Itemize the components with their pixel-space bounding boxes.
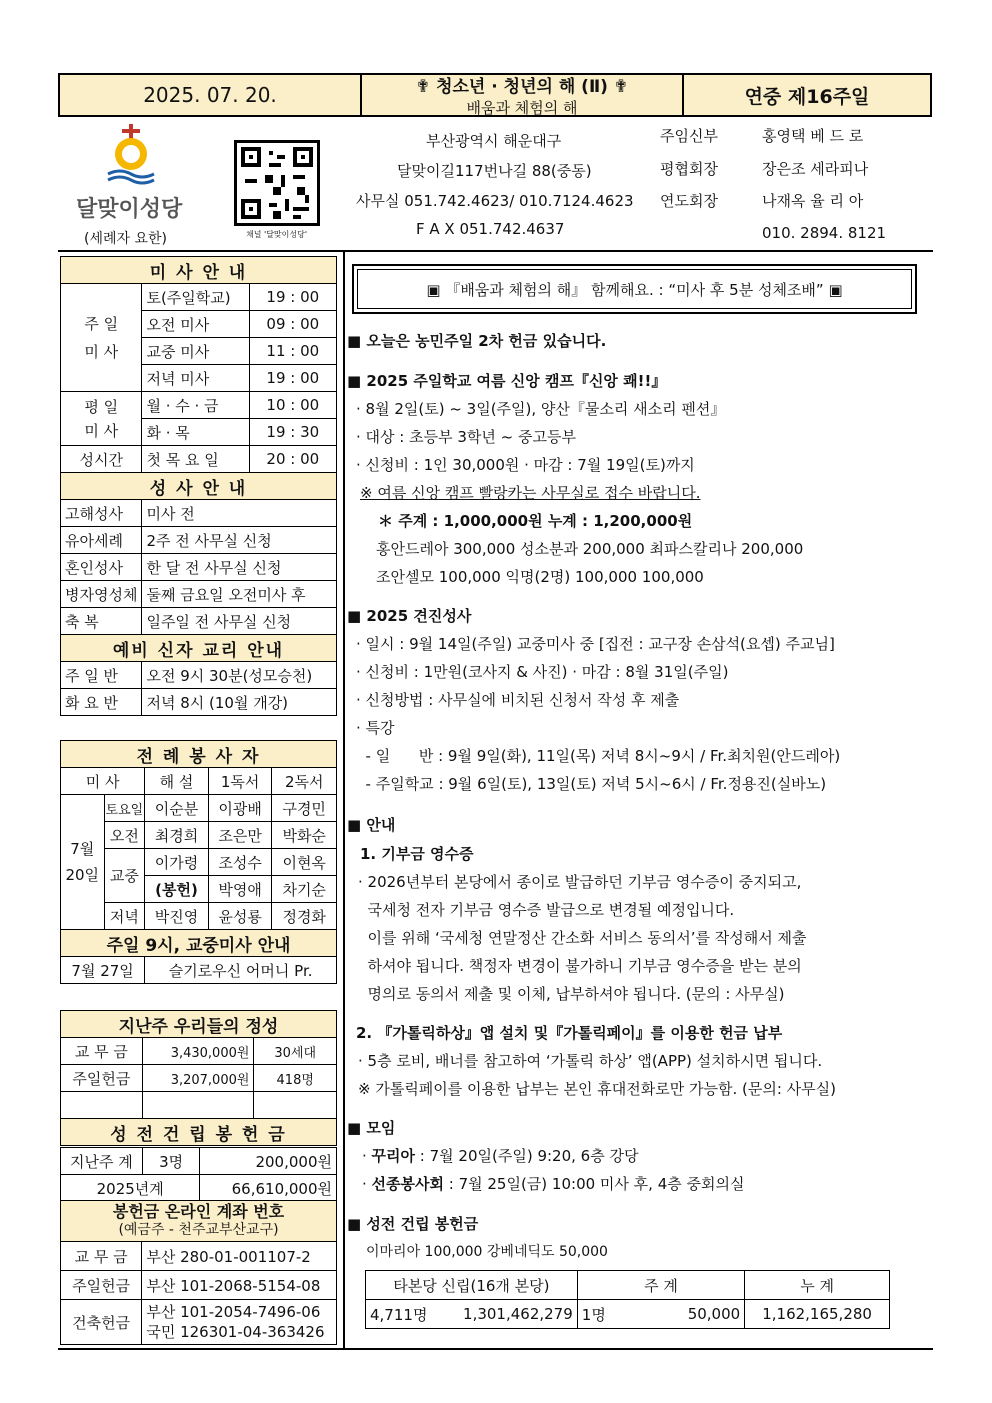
offering-table — [60, 1010, 337, 1146]
meeting-title: ■ 모임 — [347, 1117, 395, 1138]
mass9-date: 7월 27일 — [61, 957, 145, 984]
staff-role: 주임신부 — [660, 127, 718, 145]
liturgy-minister: 박진영 — [145, 903, 209, 930]
liturgy-minister: 윤성룡 — [208, 903, 272, 930]
confirm-title: ■ 2025 견진성사 — [347, 605, 471, 626]
building-table — [60, 1147, 337, 1202]
bldg-donors: 이마리아 100,000 강베네딕도 50,000 — [366, 1244, 608, 1260]
bldg-table — [365, 1270, 890, 1329]
parish-name: 달맞이성당 — [76, 197, 183, 222]
account-type: 교 무 금 — [61, 1242, 142, 1271]
liturgy-title: 전 례 봉 사 자 — [61, 741, 337, 768]
liturgy-mass: 저녁 — [104, 903, 145, 930]
bldg-header: 주 계 — [577, 1271, 744, 1300]
mass-time: 10 : 00 — [249, 392, 336, 419]
camp-donors: 홍안드레아 300,000 성소분과 200,000 최파스칼리나 200,000 — [376, 540, 804, 558]
meeting-detail: : 7월 20일(주일) 9:20, 6층 강당 — [415, 1147, 639, 1165]
liturgy-minister: 구경민 — [272, 795, 337, 822]
meeting-item: · 꾸리아 : 7월 20일(주일) 9:20, 6층 강당 — [362, 1147, 639, 1165]
building-year-amount: 66,610,000원 — [200, 1175, 337, 1202]
liturgy-minister: 조성수 — [208, 849, 272, 876]
liturgy-minister: 박화순 — [272, 822, 337, 849]
sacrament-info: 일주일 전 사무실 신청 — [142, 608, 337, 635]
receipt-line: 국세청 전자 기부금 영수증 발급으로 변경될 예정입니다. — [358, 901, 735, 919]
building-title: 성 전 건 립 봉 헌 금 — [61, 1119, 337, 1146]
address-line-1: 부산광역시 해운대구 — [426, 132, 562, 150]
account-number[interactable]: 부산 101-2068-5154-08 — [142, 1271, 337, 1300]
meeting-name: 선종봉사회 — [371, 1175, 444, 1193]
camp-note: ※ 여름 신앙 캠프 빨랑카는 사무실로 접수 바랍니다. — [360, 484, 701, 502]
mass-time: 11 : 00 — [249, 338, 336, 365]
app-title: 2. 『가톨릭하상』앱 설치 및『가톨릭페이』를 이용한 헌금 납부 — [356, 1024, 783, 1042]
meeting-name: 꾸리아 — [371, 1147, 416, 1165]
qr-icon — [237, 143, 317, 223]
farmers-notice: ■ 오늘은 농민주일 2차 헌금 있습니다. — [347, 330, 606, 351]
app-line: ※ 가톨릭페이를 이용한 납부는 본인 휴대전화로만 가능함. (문의: 사무실) — [358, 1080, 836, 1098]
mass-time: 20 : 00 — [249, 446, 336, 473]
banner-text: ▣ 『배움과 체험의 해』 함께해요. : “미사 후 5분 성체조배” ▣ — [357, 269, 912, 309]
liturgical-week: 연중 제16주일 — [744, 85, 870, 108]
bldg-header: 타본당 신립(16개 본당) — [366, 1271, 578, 1300]
catechism-time: 저녁 8시 (10월 개강) — [142, 689, 337, 716]
catechism-class: 화 요 반 — [61, 689, 142, 716]
sacrament-name: 혼인성사 — [61, 554, 142, 581]
mass-name: 저녁 미사 — [142, 365, 249, 392]
liturgy-minister: (봉헌) — [145, 876, 209, 903]
liturgy-mass: 토요일 — [104, 795, 145, 822]
offering-count: 418명 — [254, 1065, 337, 1092]
liturgy-minister: 최경희 — [145, 822, 209, 849]
sacrament-name: 유아세례 — [61, 527, 142, 554]
account-type: 건축헌금 — [61, 1300, 142, 1345]
receipt-line: 이를 위해 ‘국세청 연말정산 간소화 서비스 동의서’를 작성해서 제출 — [358, 929, 807, 947]
mass-name: 오전 미사 — [142, 311, 249, 338]
confirm-line: - 일 반 : 9월 9일(화), 11일(목) 저녁 8시~9시 / Fr.최치원(안드레아) — [356, 747, 841, 765]
app-line: · 5층 로비, 배너를 참고하여 ‘가톨릭 하상’ 앱(APP) 설치하시면 됩니다. — [358, 1052, 823, 1070]
weekday-mass-label: 평 일 미 사 — [61, 392, 142, 446]
confirm-line: · 일시 : 9월 14일(주일) 교중미사 중 [집전 : 교구장 손삼석(요셉) 주교님] — [356, 635, 835, 653]
mass-name: 토(주일학교) — [142, 284, 249, 311]
theme-subtitle: 배움과 체험의 해 — [466, 99, 578, 117]
bldg-week-amount: 50,000 — [627, 1300, 745, 1329]
liturgy-minister: 정경화 — [272, 903, 337, 930]
mass-title: 미 사 안 내 — [61, 257, 337, 284]
confirm-line: - 주일학교 : 9월 6일(토), 13일(토) 저녁 5시~6시 / Fr.정용진(실바노) — [356, 775, 827, 793]
building-week-label: 지난주 계 — [61, 1148, 143, 1175]
office-phone: 사무실 051.742.4623/ 010.7124.4623 — [356, 192, 634, 210]
sacrament-info: 한 달 전 사무실 신청 — [142, 554, 337, 581]
sacrament-name: 병자영성체 — [61, 581, 142, 608]
mass-name: 월 · 수 · 금 — [142, 392, 249, 419]
mass-name: 교중 미사 — [142, 338, 249, 365]
sacrament-info: 미사 전 — [142, 500, 337, 527]
liturgy-mass: 오전 — [104, 822, 145, 849]
header-bar — [58, 73, 932, 117]
account-number[interactable]: 부산 280-01-001107-2 — [142, 1242, 337, 1271]
mass-time: 19 : 00 — [249, 284, 336, 311]
catechism-class: 주 일 반 — [61, 662, 142, 689]
camp-title: ■ 2025 주일학교 여름 신앙 캠프『신앙 쾌!!』 — [347, 370, 666, 391]
account-type: 주일헌금 — [61, 1271, 142, 1300]
sacrament-name: 고해성사 — [61, 500, 142, 527]
sacrament-info: 둘째 금요일 오전미사 후 — [142, 581, 337, 608]
liturgy-minister: 박영애 — [208, 876, 272, 903]
bldg-title: ■ 성전 건립 봉헌금 — [347, 1213, 478, 1234]
mass9-group: 슬기로우신 어머니 Pr. — [145, 957, 337, 984]
guide-title: ■ 안내 — [347, 814, 395, 835]
fax-number: F A X 051.742.4637 — [416, 220, 565, 238]
meeting-detail: : 7월 25일(금) 10:00 미사 후, 4층 중회의실 — [444, 1175, 745, 1193]
camp-donors: 조안셀모 100,000 익명(2명) 100,000 100,000 — [376, 568, 704, 586]
qr-caption: 채널 '달맞이성당' — [246, 230, 308, 239]
staff-role: 연도회장 — [660, 192, 718, 210]
mass-table — [60, 256, 337, 716]
building-year-label: 2025년계 — [61, 1175, 200, 1202]
liturgy-minister: 이광배 — [208, 795, 272, 822]
mass-time: 19 : 00 — [249, 365, 336, 392]
catechism-time: 오전 9시 30분(성모승천) — [142, 662, 337, 689]
bldg-other-amount: 1,301,462,279 — [455, 1300, 577, 1329]
receipt-line: · 2026년부터 본당에서 종이로 발급하던 기부금 영수증이 중지되고, — [358, 873, 802, 891]
qr-code[interactable] — [234, 140, 320, 226]
staff-name: 홍영택 베 드 로 — [762, 127, 864, 145]
catechism-title: 예비 신자 교리 안내 — [61, 635, 337, 662]
offering-type: 주일헌금 — [61, 1065, 143, 1092]
bldg-total: 1,162,165,280 — [745, 1300, 890, 1329]
mass-name: 첫 목 요 일 — [142, 446, 249, 473]
camp-line: · 8월 2일(토) ~ 3일(주일), 양산『물소리 새소리 펜션』 — [356, 400, 726, 418]
building-week-amount: 200,000원 — [200, 1148, 337, 1175]
accounts-subtitle: (예금주 - 천주교부산교구) — [118, 1222, 279, 1238]
sacrament-name: 축 복 — [61, 608, 142, 635]
receipt-line: 하셔야 됩니다. 책정자 변경이 불가하니 기부금 영수증을 받는 분의 — [358, 957, 802, 975]
mass-time: 09 : 00 — [249, 311, 336, 338]
adoration-label: 성시간 — [61, 446, 142, 473]
offering-amount: 3,430,000원 — [142, 1038, 254, 1065]
building-week-count: 3명 — [142, 1148, 200, 1175]
liturgy-header: 2독서 — [272, 768, 337, 795]
accounts-title: 봉헌금 온라인 계좌 번호 — [112, 1202, 285, 1221]
bldg-header: 누 계 — [745, 1271, 890, 1300]
camp-line: · 대상 : 초등부 3학년 ~ 중고등부 — [356, 428, 576, 446]
liturgy-minister: 이현옥 — [272, 849, 337, 876]
theme-title: ✟ 청소년 · 청년의 해 (Ⅱ) ✟ — [415, 77, 629, 97]
liturgy-mass: 교중 — [104, 849, 145, 903]
receipt-title: 1. 기부금 영수증 — [360, 845, 474, 863]
liturgy-minister: 이순분 — [145, 795, 209, 822]
banner-box — [352, 264, 917, 314]
offering-count: 30세대 — [254, 1038, 337, 1065]
offering-title: 지난주 우리들의 정성 — [61, 1011, 337, 1038]
mass-name: 화 · 목 — [142, 419, 249, 446]
staff-name: 나재옥 율 리 아 — [762, 192, 864, 210]
mass-time: 19 : 30 — [249, 419, 336, 446]
staff-phone: 010. 2894. 8121 — [762, 224, 887, 242]
liturgy-header: 미 사 — [61, 768, 145, 795]
account-number[interactable]: 국민 126301-04-363426 — [146, 1323, 325, 1341]
bldg-week-count: 1명 — [577, 1300, 627, 1329]
liturgy-header: 해 설 — [145, 768, 209, 795]
accounts-table — [60, 1200, 337, 1345]
liturgy-header: 1독서 — [208, 768, 272, 795]
sacraments-title: 성 사 안 내 — [61, 473, 337, 500]
offering-amount: 3,207,000원 — [142, 1065, 254, 1092]
account-number[interactable]: 부산 101-2054-7496-06 — [146, 1303, 321, 1321]
camp-line: · 신청비 : 1인 30,000원 · 마감 : 7월 19일(토)까지 — [356, 456, 695, 474]
sunday-mass-label: 주 일 미 사 — [61, 284, 142, 392]
liturgy-minister: 차기순 — [272, 876, 337, 903]
address-line-2: 달맞이길117번나길 88(중동) — [397, 162, 592, 180]
liturgy-minister: 이가령 — [145, 849, 209, 876]
camp-total: ＊ 주계 : 1,000,000원 누계 : 1,200,000원 — [378, 512, 693, 530]
meeting-item: · 선종봉사회 : 7월 25일(금) 10:00 미사 후, 4층 중회의실 — [362, 1175, 745, 1193]
confirm-line: · 특강 — [356, 719, 395, 737]
issue-date: 2025. 07. 20. — [143, 83, 277, 107]
staff-name: 장은조 세라피나 — [762, 160, 869, 178]
bldg-other-count: 4,711명 — [366, 1300, 456, 1329]
confirm-line: · 신청방법 : 사무실에 비치된 신청서 작성 후 제출 — [356, 691, 680, 709]
liturgy-table — [60, 740, 337, 984]
mass9-title: 주일 9시, 교중미사 안내 — [61, 930, 337, 957]
liturgy-date: 7월 20일 — [61, 795, 105, 930]
confirm-line: · 신청비 : 1만원(코사지 & 사진) · 마감 : 8월 31일(주일) — [356, 663, 729, 681]
receipt-line: 명의로 동의서 제출 및 이체, 납부하셔야 됩니다. (문의 : 사무실) — [358, 985, 785, 1003]
offering-type: 교 무 금 — [61, 1038, 143, 1065]
liturgy-minister: 조은만 — [208, 822, 272, 849]
staff-role: 평협회장 — [660, 160, 718, 178]
parish-patron: (세례자 요한) — [84, 231, 167, 247]
sacrament-info: 2주 전 사무실 신청 — [142, 527, 337, 554]
